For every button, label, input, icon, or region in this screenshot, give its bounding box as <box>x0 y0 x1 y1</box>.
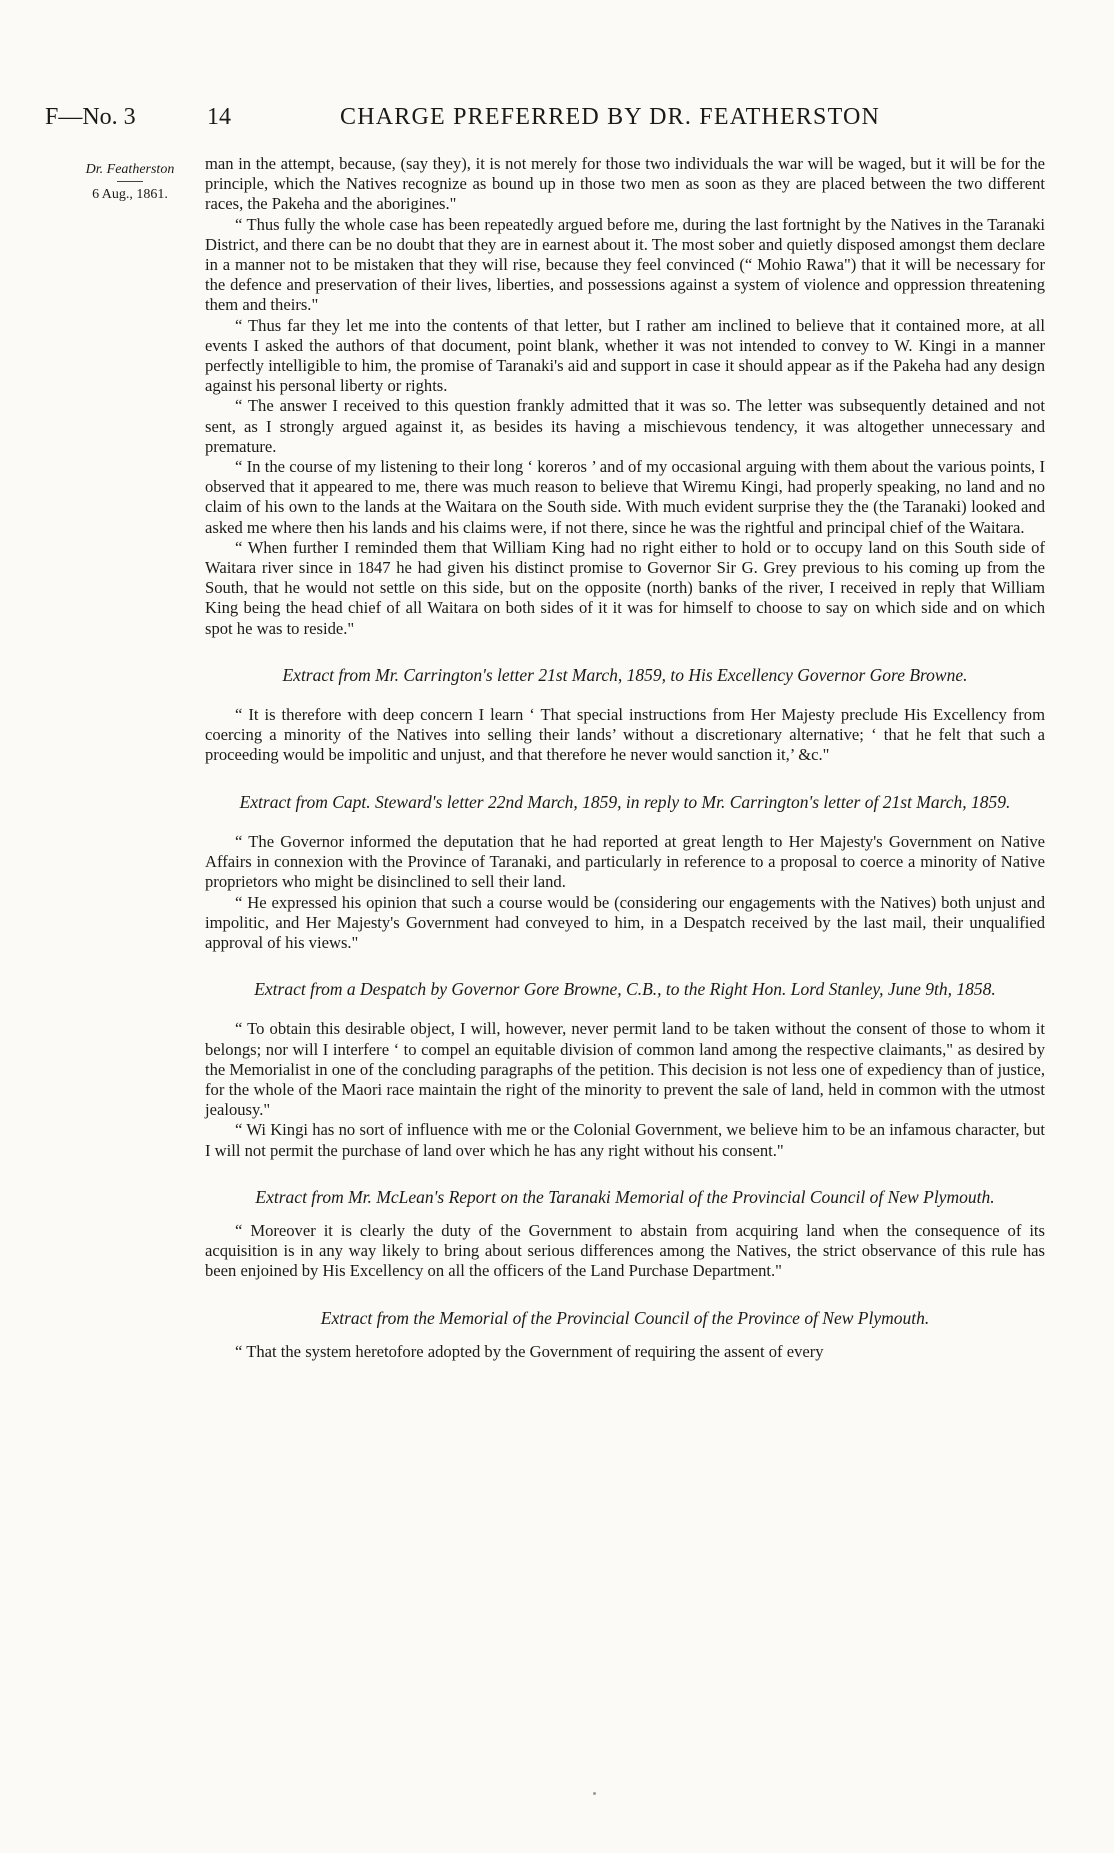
section-heading: Extract from Mr. Carrington's letter 21st March, 1859, to His Excellency Governor Gore Browne. <box>282 664 968 685</box>
page-number: 14 <box>207 104 231 130</box>
paragraph: “ The answer I received to this question frankly admitted that it was so. The letter was subsequently detained and not sent, as I strongly argued against it, as besides its having a mischievous tendency, it was altogether unnecessary and premature. <box>205 396 1045 456</box>
margin-note <box>60 160 200 205</box>
paragraph: “ Moreover it is clearly the duty of the Government to abstain from acquiring land when the consequence of its acquisition is in any way likely to bring about serious differences among the Natives, the strict observance of this rule has been enjoined by His Excellency on all the officers of the Land Purchase Department." <box>205 1220 1045 1281</box>
paragraph: “ Thus far they let me into the contents of that letter, but I rather am inclined to believe that it contained more, at all events I asked the authors of that document, point blank, whether it was not intended to convey to W. Kingi in a manner perfectly intelligible to him, the promise of Taranaki's aid and support in case it should appear as if the Pakeha had any design against his personal liberty or rights. <box>205 315 1045 396</box>
document-body <box>205 154 1045 1362</box>
section-heading: Extract from Capt. Steward's letter 22nd March, 1859, in reply to Mr. Carrington's letter of 21st March, 1859. <box>239 791 1011 812</box>
paragraph: “ It is therefore with deep concern I learn ‘ That special instructions from Her Majesty preclude His Excellency from coercing a minority of the Natives into selling their lands’ without a discretionary alternative; ‘ that he felt that such a proceeding would be impolitic and unjust, and that therefore he never would sanction it,’ &c." <box>205 705 1045 765</box>
margin-note-divider <box>117 181 143 182</box>
section-heading: Extract from Mr. McLean's Report on the Taranaki Memorial of the Provincial Council of New Plymouth. <box>255 1186 995 1207</box>
section-heading: Extract from a Despatch by Governor Gore Browne, C.B., to the Right Hon. Lord Stanley, June 9th, 1858. <box>254 979 996 1000</box>
paragraph: “ The Governor informed the deputation that he had reported at great length to Her Majesty's Government on Native Affairs in connexion with the Province of Taranaki, and particularly in reference to a proposal to coerce a minority of Native proprietors who might be disinclined to sell their land. <box>205 831 1045 892</box>
print-speck <box>593 1792 596 1795</box>
paragraph: “ Thus fully the whole case has been repeatedly argued before me, during the last fortnight by the Natives in the Taranaki District, and there can be no doubt that they are in earnest about it. The most sober and quietly disposed amongst them declare in a manner not to be mistaken that they will rise, because they feel convinced (“ Mohio Rawa") that it will be necessary for the defence and preservation of their lives, liberties, and possessions against a system of violence and oppression threatening them and theirs." <box>205 214 1045 315</box>
paragraph: “ Wi Kingi has no sort of influence with me or the Colonial Government, we believe him to be an infamous character, but I will not permit the purchase of land over which he has any right without his consent." <box>205 1120 1045 1160</box>
paragraph: “ In the course of my listening to their long ‘ koreros ’ and of my occasional arguing with them about the various points, I observed that it appeared to me, there was much reason to believe that Wiremu Kingi, had properly speaking, no land and no claim of his own to the lands at the Waitara on the South side. With much evident surprise they the (the Taranaki) looked and asked me where then his lands and his claims were, if not there, since he was the rightful and principal chief of the Waitara. <box>205 457 1045 537</box>
paragraph: “ When further I reminded them that William King had no right either to hold or to occupy land on this South side of Waitara river since in 1847 he had given his distinct promise to Governor Sir G. Grey previous to his coming up from the South, that he would not settle on this side, but on the opposite (north) banks of the river, I received in reply that William King being the head chief of all Waitara on both sides of it it was for himself to choose to say on which side and on which spot he was to reside." <box>205 537 1045 638</box>
section-heading: Extract from the Memorial of the Provincial Council of the Province of New Plymouth. <box>320 1307 930 1328</box>
paragraph: man in the attempt, because, (say they), it is not merely for those two individuals the war will be waged, but it will be for the principle, which the Natives recognize as bound up in those two men as soon as they are placed between the two different races, the Pakeha and the aborigines." <box>205 154 1045 214</box>
paragraph: “ That the system heretofore adopted by the Government of requiring the assent of every <box>235 1341 824 1361</box>
page-header <box>0 104 1114 138</box>
paragraph: “ To obtain this desirable object, I will, however, never permit land to be taken without the consent of those to whom it belongs; nor will I interfere ‘ to compel an equitable division of common land among the respective claimants," as desired by the Memorialist in one of the concluding paragraphs of the petition. This decision is not less one of expediency than of justice, for the whole of the Maori race maintain the right of the minority to prevent the sale of land, held in common with the utmost jealousy." <box>205 1019 1045 1120</box>
document-reference: F—No. 3 <box>45 104 136 130</box>
margin-note-author: Dr. Featherston <box>85 162 175 177</box>
page-title: CHARGE PREFERRED BY DR. FEATHERSTON <box>340 104 881 130</box>
margin-note-date: 6 Aug., 1861. <box>92 187 168 202</box>
paragraph: “ He expressed his opinion that such a course would be (considering our engagements with the Natives) both unjust and impolitic, and Her Majesty's Government had conveyed to him, in a Despatch received by the last mail, their unqualified approval of his views." <box>205 892 1045 952</box>
